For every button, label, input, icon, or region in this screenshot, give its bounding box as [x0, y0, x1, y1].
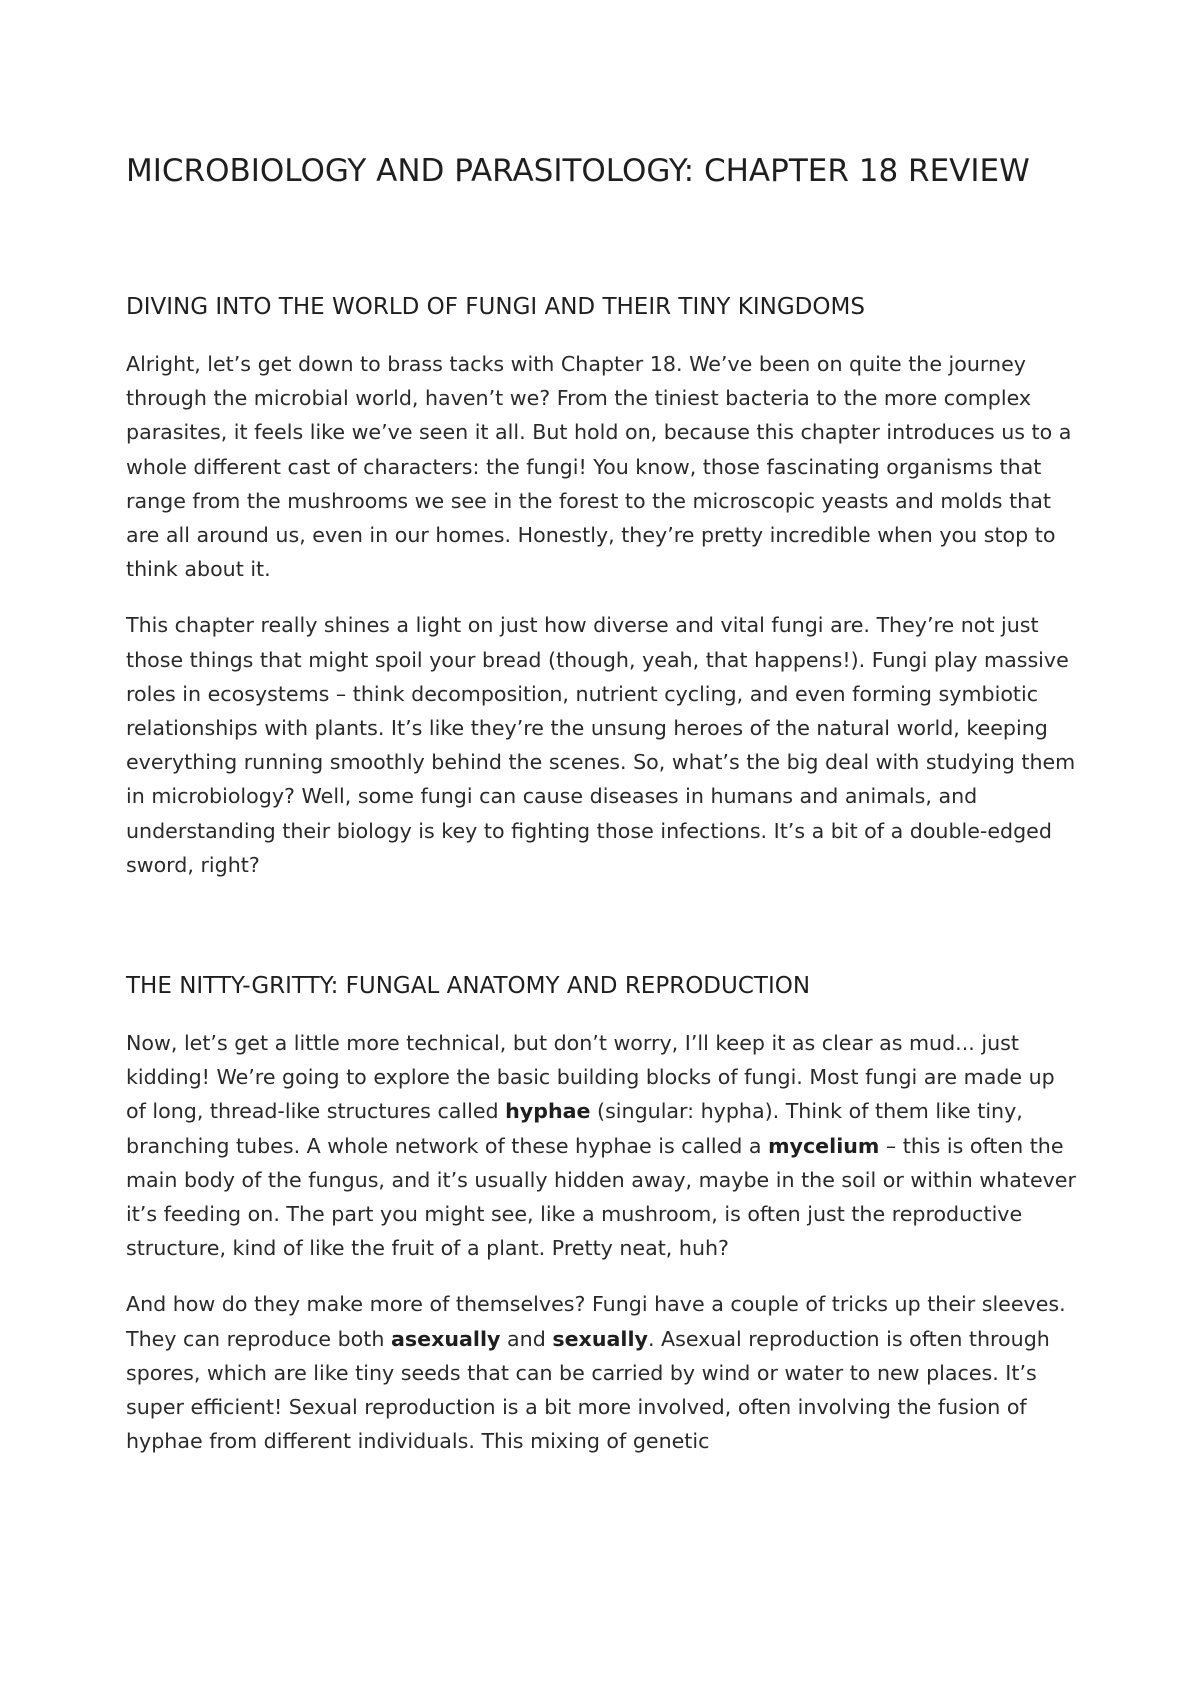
section-fungal-anatomy	[126, 970, 1076, 1458]
document-page	[126, 146, 1076, 1458]
paragraph-text: – this is often the main body of the fungus, and it’s usually hidden away, maybe in the soil or within whatever it’s feeding on. The part you might see, like a mushroom, is often just the reproductive structure, kind of like the fruit of a plant. Pretty neat, huh?	[126, 1133, 1076, 1261]
term-hyphae: hyphae	[505, 1099, 591, 1124]
section-heading: THE NITTY-GRITTY: FUNGAL ANATOMY AND REPRODUCTION	[126, 973, 811, 1000]
term-sexually: sexually	[552, 1326, 648, 1351]
term-mycelium: mycelium	[768, 1133, 880, 1158]
paragraph-text: (singular: hypha). Think of them like tiny, branching tubes. A whole network of these hyphae is called a	[126, 1099, 1023, 1158]
section-fungi-intro	[126, 291, 1076, 882]
paragraph-text: And how do they make more of themselves? Fungi have a couple of tricks up their sleeves. They can reproduce both	[126, 1292, 1066, 1351]
section-heading: DIVING INTO THE WORLD OF FUNGI AND THEIR TINY KINGDOMS	[126, 294, 865, 320]
paragraph-text: Now, let’s get a little more technical, but don’t worry, I’ll keep it as clear as mud... just kidding! We’re going to explore the basic building blocks of fungi. Most fungi are made up of long, thread-like structures called	[126, 1031, 1055, 1124]
paragraph-text: . Asexual reproduction is often through spores, which are like tiny seeds that can be carried by wind or water to new places. It’s super efficient! Sexual reproduction is a bit more involved, often involving the fusion of hyphae from different individuals. This mixing of genetic	[126, 1326, 1050, 1454]
paragraph	[126, 1287, 1076, 1458]
paragraph: This chapter really shines a light on just how diverse and vital fungi are. They’re not just those things that might spoil your bread (though, yeah, that happens!). Fungi play massive roles in ecosystems – think decomposition, nutrient cycling, and even forming symbiotic relationships with plants. It’s like they’re the unsung heroes of the natural world, keeping everything running smoothly behind the scenes. So, what’s the big deal with studying them in microbiology? Well, some fungi can cause diseases in humans and animals, and understanding their biology is key to fighting those infections. It’s a bit of a double-edged sword, right?	[126, 613, 1076, 877]
paragraph: Alright, let’s get down to brass tacks with Chapter 18. We’ve been on quite the journey through the microbial world, haven’t we? From the tiniest bacteria to the more complex parasites, it feels like we’ve seen it all. But hold on, because this chapter introduces us to a whole different cast of characters: the fungi! You know, those fascinating organisms that range from the mushrooms we see in the forest to the microscopic yeasts and molds that are all around us, even in our homes. Honestly, they’re pretty incredible when you stop to think about it.	[126, 352, 1072, 582]
paragraph	[126, 1026, 1076, 1265]
paragraph-text: and	[500, 1326, 553, 1351]
document-title: MICROBIOLOGY AND PARASITOLOGY: CHAPTER 18 REVIEW	[126, 153, 1030, 189]
term-asexually: asexually	[390, 1326, 501, 1351]
